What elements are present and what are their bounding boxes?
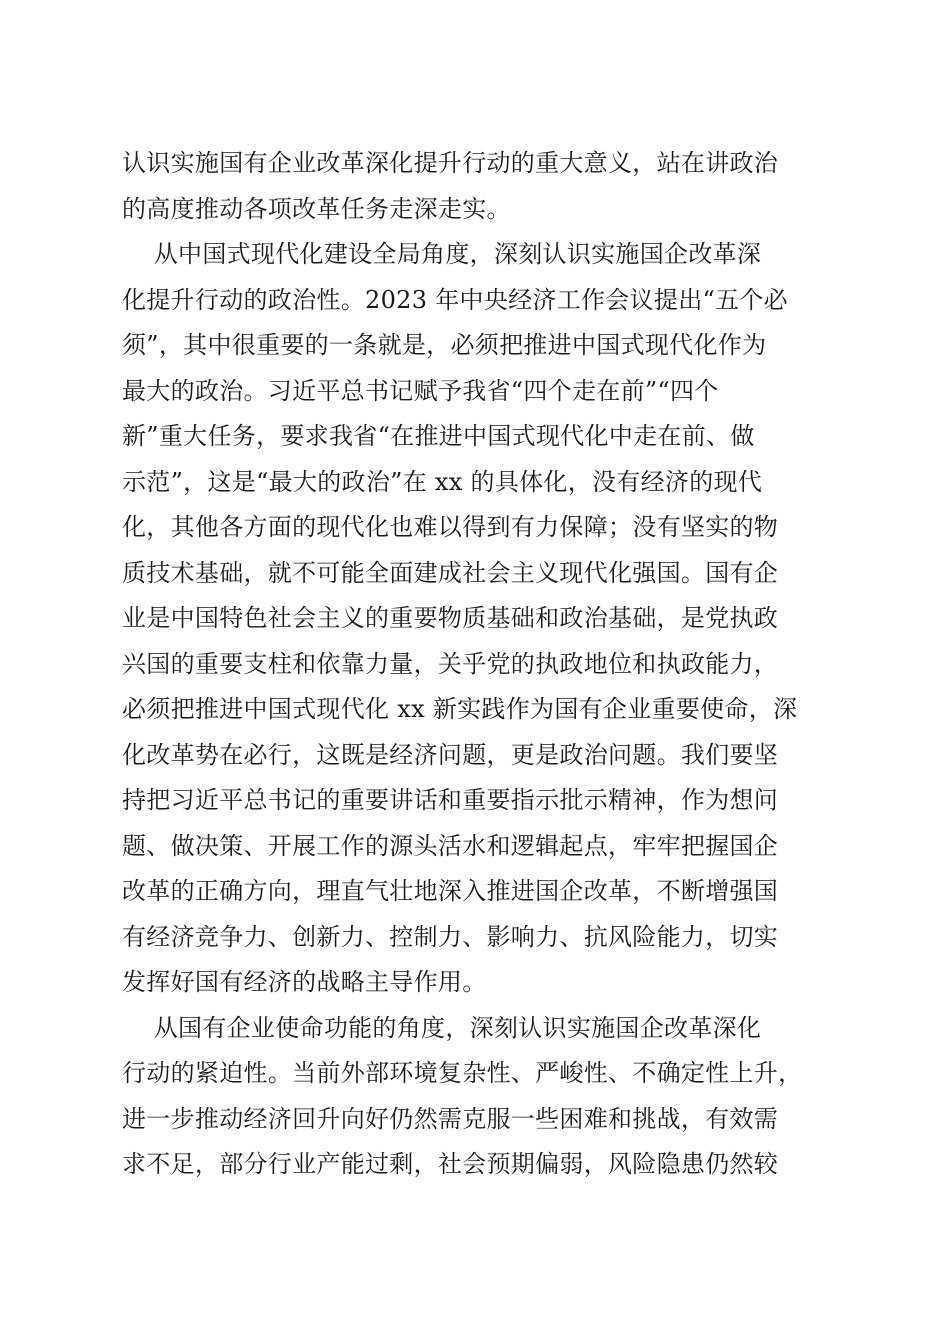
document-body xyxy=(122,141,842,1188)
text-line: 兴国的重要支柱和依靠力量，关乎党的执政地位和执政能力， xyxy=(122,649,779,678)
text-line: 化提升行动的政治性。2023 年中央经济工作会议提出“五个必 xyxy=(122,285,788,314)
text-line: 业是中国特色社会主义的重要物质基础和政治基础，是党执政 xyxy=(122,604,779,632)
text-line: 题、做决策、开展工作的源头活水和逻辑起点，牢牢把握国企 xyxy=(122,831,779,860)
text-line: 必须把推进中国式现代化 xx 新实践作为国有企业重要使命，深 xyxy=(122,695,798,723)
text-line: 从中国式现代化建设全局角度，深刻认识实施国企改革深 xyxy=(122,240,762,268)
text-line: 求不足，部分行业产能过剩，社会预期偏弱，风险隐患仍然较 xyxy=(122,1150,779,1178)
text-line: 示范”，这是“最大的政治”在 xx 的具体化，没有经济的现代 xyxy=(122,467,763,496)
text-line: 最大的政治。习近平总书记赋予我省“四个走在前”“四个 xyxy=(122,376,719,405)
paragraph-2 xyxy=(122,232,842,1006)
text-line: 须”，其中很重要的一条就是，必须把推进中国式现代化作为 xyxy=(122,331,767,359)
text-line: 发挥好国有经济的战略主导作用。 xyxy=(122,968,487,996)
text-line: 化改革势在必行，这既是经济问题，更是政治问题。我们要坚 xyxy=(122,740,779,769)
text-line: 的高度推动各项改革任务走深走实。 xyxy=(122,194,511,223)
text-line: 行动的紧迫性。当前外部环境复杂性、严峻性、不确定性上升， xyxy=(122,1059,803,1087)
paragraph-3 xyxy=(122,1006,842,1188)
text-line: 改革的正确方向，理直气壮地深入推进国企改革，不断增强国 xyxy=(122,877,779,905)
text-line: 质技术基础，就不可能全面建成社会主义现代化强国。国有企 xyxy=(122,558,779,587)
text-line: 认识实施国有企业改革深化提升行动的重大意义，站在讲政治 xyxy=(122,149,779,177)
text-line: 化，其他各方面的现代化也难以得到有力保障；没有坚实的物 xyxy=(122,513,779,541)
text-line: 从国有企业使命功能的角度，深刻认识实施国企改革深化 xyxy=(122,1013,762,1042)
paragraph-1 xyxy=(122,141,842,232)
text-line: 进一步推动经济回升向好仍然需克服一些困难和挑战，有效需 xyxy=(122,1104,779,1133)
text-line: 新”重大任务，要求我省“在推进中国式现代化中走在前、做 xyxy=(122,422,755,450)
text-line: 有经济竞争力、创新力、控制力、影响力、抗风险能力，切实 xyxy=(122,922,779,951)
text-line: 持把习近平总书记的重要讲话和重要指示批示精神，作为想问 xyxy=(122,786,779,814)
